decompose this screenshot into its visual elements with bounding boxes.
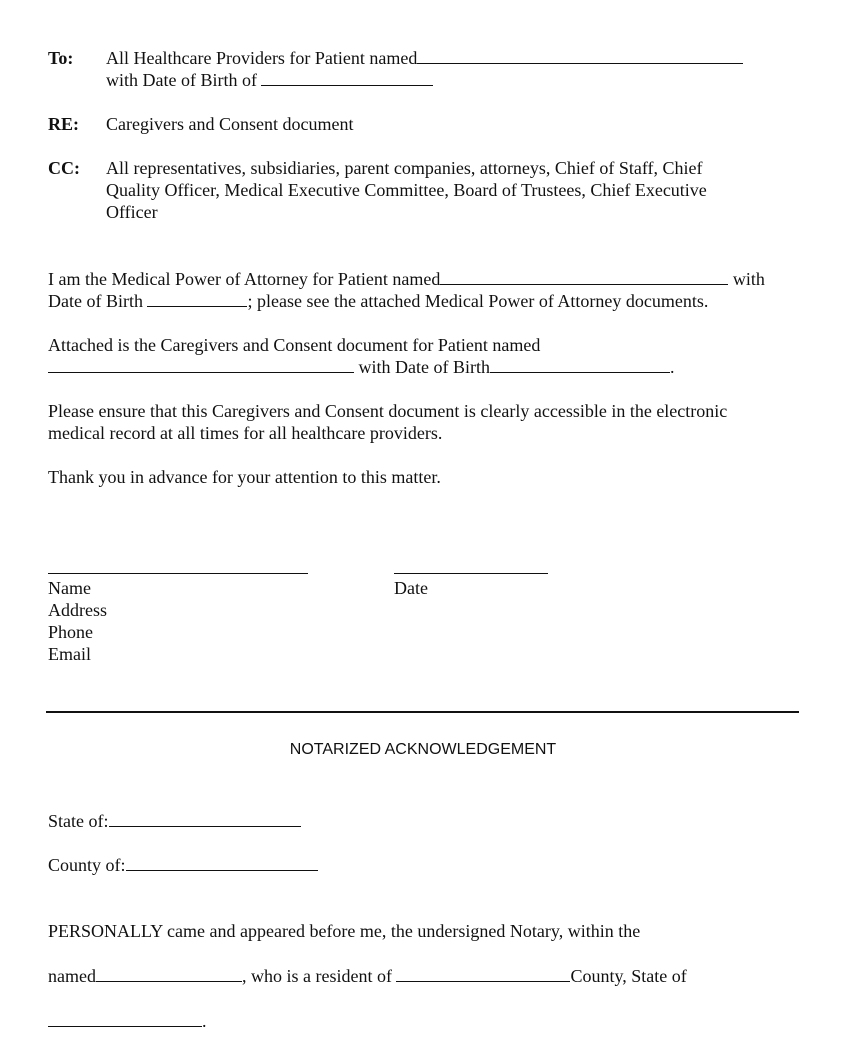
attached-dob-blank[interactable] — [490, 356, 670, 373]
cc-line-3: Officer — [106, 202, 158, 222]
para-1-line-1-text: I am the Medical Power of Attorney for Patient named — [48, 269, 441, 289]
final-period: . — [202, 1011, 207, 1031]
to-line-2-text: with Date of Birth of — [106, 70, 257, 90]
signature-line[interactable] — [48, 573, 308, 574]
para-1-line-2 — [48, 290, 708, 312]
named-line — [48, 965, 687, 987]
state-of-label: State of: — [48, 811, 109, 831]
to-line-1 — [106, 47, 743, 69]
county-state-text: County, State of — [570, 966, 687, 986]
para-4-thank-you: Thank you in advance for your attention to this matter. — [48, 467, 441, 487]
patient-name-blank[interactable] — [417, 47, 743, 64]
para-1-line-1 — [48, 268, 765, 290]
attached-patient-name-blank[interactable] — [48, 356, 354, 373]
county-of-label: County of: — [48, 855, 126, 875]
named-label: named — [48, 966, 96, 986]
address-label: Address — [48, 600, 107, 620]
para-1-line-1-end: with — [732, 269, 765, 289]
re-label: RE: — [48, 114, 79, 134]
re-text: Caregivers and Consent document — [106, 114, 354, 134]
cc-line-2: Quality Officer, Medical Executive Committee, Board of Trustees, Chief Executive — [106, 180, 707, 200]
dob-blank[interactable] — [261, 69, 433, 86]
mpoa-dob-blank[interactable] — [147, 290, 247, 307]
resident-county-blank[interactable] — [396, 965, 570, 982]
para-1-line-2-text: Date of Birth — [48, 291, 143, 311]
county-of-line — [48, 854, 318, 876]
para-3-line-2: medical record at all times for all healthcare providers. — [48, 423, 443, 443]
state-of-line — [48, 810, 301, 832]
state-final-blank[interactable] — [48, 1010, 202, 1027]
email-label: Email — [48, 644, 91, 664]
to-line-1-text: All Healthcare Providers for Patient named — [106, 48, 418, 68]
date-label: Date — [394, 578, 428, 598]
to-label: To: — [48, 48, 74, 68]
name-label: Name — [48, 578, 91, 598]
notary-named-blank[interactable] — [96, 965, 242, 982]
para-2-line-2 — [48, 356, 674, 378]
cc-label: CC: — [48, 158, 80, 178]
state-of-blank[interactable] — [109, 810, 301, 827]
notary-title: NOTARIZED ACKNOWLEDGEMENT — [289, 741, 557, 758]
para-1-line-2-end: ; please see the attached Medical Power of Attorney documents. — [247, 291, 709, 311]
county-of-blank[interactable] — [126, 854, 318, 871]
cc-line-1: All representatives, subsidiaries, parent companies, attorneys, Chief of Staff, Chief — [106, 158, 703, 178]
mpoa-patient-name-blank[interactable] — [440, 268, 728, 285]
personally-text: PERSONALLY came and appeared before me, the undersigned Notary, within the — [48, 921, 641, 941]
phone-label: Phone — [48, 622, 93, 642]
resident-text: , who is a resident of — [241, 966, 392, 986]
para-2-line-2-mid: with Date of Birth — [358, 357, 490, 377]
section-divider — [46, 711, 799, 713]
final-line — [48, 1010, 207, 1032]
date-line[interactable] — [394, 573, 548, 574]
para-2-line-2-end: . — [669, 357, 675, 377]
to-line-2 — [106, 69, 433, 91]
para-2-line-1: Attached is the Caregivers and Consent document for Patient named — [48, 335, 541, 355]
para-3-line-1: Please ensure that this Caregivers and Consent document is clearly accessible in the electronic — [48, 401, 728, 421]
